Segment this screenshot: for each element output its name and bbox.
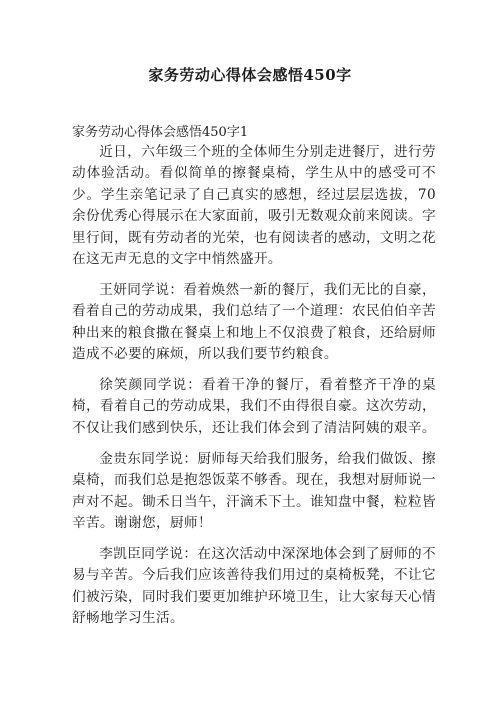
paragraph-intro: 近日，六年级三个班的全体师生分别走进餐厅，进行劳动体验活动。看似简单的擦餐桌椅，学生从中的感受可不少。学生亲笔记录了自己真实的感想，经过层层选拔，70余份优秀心得展示在大家面前，吸引无数观众前来阅读。字里行间，既有劳动者的光荣，也有阅读者的感动，文明之花在这无声无息的文字中悄然盛开。 [72, 144, 436, 268]
paragraph-jin-guidong: 金贵东同学说：厨师每天给我们服务，给我们做饭、擦桌椅，而我们总是抱怨饭菜不够香。现在，我想对厨师说一声对不起。锄禾日当午，汗滴禾下土。谁知盘中餐，粒粒皆辛苦。谢谢您，厨师！ [72, 450, 436, 531]
document-title: 家务劳动心得体会感悟450字 [148, 66, 352, 84]
paragraph-xu-xiaoyan: 徐笑颜同学说：看着干净的餐厅，看着整齐干净的桌椅，看着自己的劳动成果，我们不由得很自豪。这次劳动，不仅让我们感到快乐，还让我们体会到了清洁阿姨的艰辛。 [72, 377, 436, 436]
document-body [72, 142, 436, 639]
document-subtitle: 家务劳动心得体会感悟450字1 [72, 125, 249, 140]
paragraph-li-kaichen: 李凯臣同学说：在这次活动中深深地体会到了厨师的不易与辛苦。今后我们应该善待我们用过的桌椅板凳，不让它们被污染，同时我们要更加维护环境卫生，让大家每天心情舒畅地学习生活。 [72, 545, 436, 627]
paragraph-wang-yan: 王妍同学说：看着焕然一新的餐厅，我们无比的自豪，看着自己的劳动成果，我们总结了一个道理：农民伯伯辛苦种出来的粮食撒在餐桌上和地上不仅浪费了粮食，还给厨师造成不必要的麻烦，所以我们要节约粮食。 [72, 281, 436, 363]
